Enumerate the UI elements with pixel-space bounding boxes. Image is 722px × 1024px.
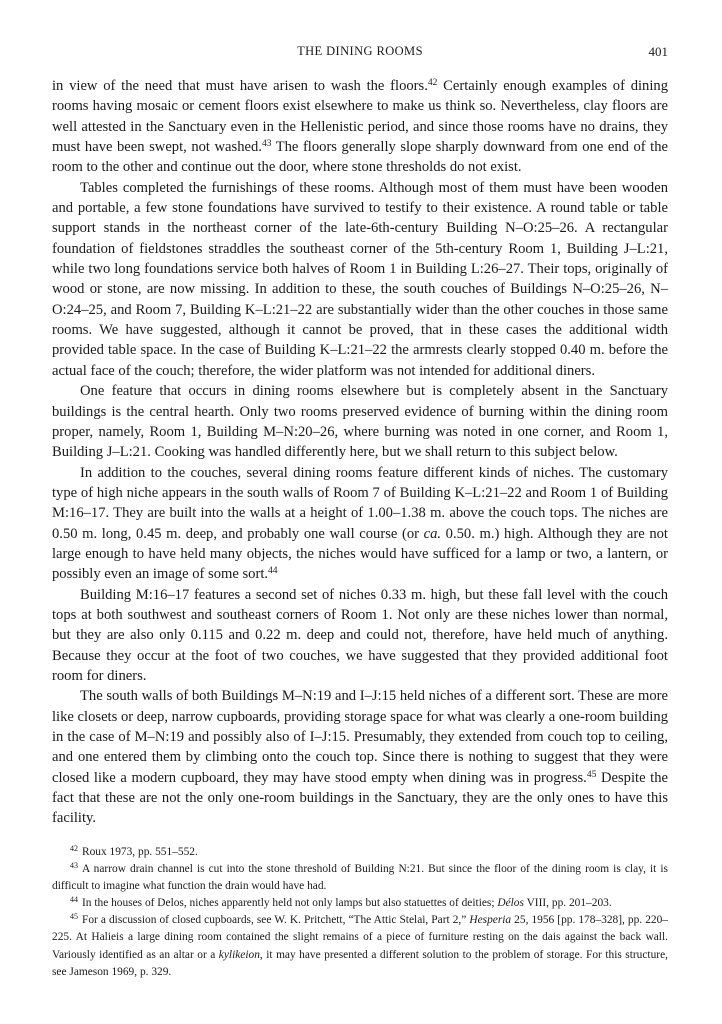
paragraph-1 (52, 76, 668, 178)
paragraph-3 (52, 381, 668, 462)
footnote-text: A narrow drain channel is cut into the stone threshold of Building N:21. But since the floor of the dining room is clay, it is difficult to imagine what function the drain would have had. (52, 863, 668, 893)
paragraph-5 (52, 585, 668, 687)
paragraph-4 (52, 463, 668, 585)
footnote-text: In the houses of Delos, niches apparently held not only lamps but also statuettes of deities; (82, 897, 498, 910)
footnote-ref-42: 42 (427, 78, 438, 88)
footnote-ref-44: 44 (268, 566, 278, 577)
footnote-44 (52, 895, 668, 912)
footnote-43 (52, 861, 668, 895)
paragraph-2 (52, 178, 668, 381)
paragraph-text: Building M:16–17 features a second set of niches 0.33 m. high, but these fall level with the couch tops at both southwest and southeast corners of Room 1. Not only are these niches lower than normal, but they are also only 0.115 and 0.22 m. deep and could not, therefore, have held much of anything. Because they occur at the foot of two couches, we have suggested that they provided additional foot room for diners. (52, 586, 668, 684)
footnote-ref-45: 45 (586, 769, 597, 780)
paragraph-6 (52, 686, 668, 828)
footnote-number: 43 (70, 861, 78, 871)
footnote-number: 45 (70, 912, 78, 922)
paragraph-text: The south walls of both Buildings M–N:19 and I–J:15 held niches of a different sort. These are more like closets or deep, narrow cupboards, providing storage space for what was clearly a one-room building in the case of M–N:19 and possibly also of I–J:15. Presumably, they extended from couch top to ceiling, and one entered them by climbing onto the couch top. Since there is nothing to suggest that they were closed like a modern cupboard, they may have stood empty when dining was in progress. (52, 688, 668, 786)
running-title: THE DINING ROOMS (297, 44, 423, 58)
paragraph-text: Tables completed the furnishings of these rooms. Although most of them must have been wooden and portable, a few stone foundations have survived to testify to their existence. A round table or table support stands in the northeast corner of the late-6th-century Building N–O:25–26. A rectangular foundation of fieldstones straddles the southeast corner of the 5th-century Room 1, Building J–L:21, while two long foundations service both halves of Room 1 in Building L:26–27. Their tops, originally of wood or stone, are now missing. In addition to these, the south couches of Buildings N–O:25–26, N–O:24–25, and Room 7, Building K–L:21–22 are substantially wider than the other couches in those same rooms. We have suggested, although it cannot be proved, that in these cases the additional width provided table space. In the case of Building K–L:21–22 the armrests clearly stopped 0.40 m. before the actual face of the couch; therefore, the wider platform was not intended for additional diners. (52, 179, 668, 379)
footnote-text: VIII, pp. 201–203. (523, 897, 612, 910)
paragraph-text: The floors generally slope sharply downward from one end of the room to the other and continue out the door, where stone thresholds do not exist. (52, 139, 668, 176)
paragraph-text: 0.50. m.) high. Although they are not large enough to have held many objects, the niches would have sufficed for a lamp or two, a lantern, or possibly even an image of some sort. (52, 525, 668, 583)
footnote-ref-43: 43 (261, 139, 272, 150)
paragraph-text: Despite the fact that these are not the only one-room buildings in the Sanctuary, they are the only ones to have this facility. (52, 769, 668, 827)
footnote-text: , it may have presented a different solution to the problem of storage. For this structure, see Jameson 1969, p. 329. (52, 948, 668, 978)
footnote-number: 44 (70, 895, 78, 905)
page-header (52, 44, 668, 62)
footnote-text: 25, 1956 [pp. 178–328], pp. 220–225. At Halieis a large dining room contained the slight remains of a piece of furniture resting on the dais against the back wall. Variously identified as an altar or a (52, 914, 668, 961)
footnote-42 (52, 844, 668, 861)
footnotes (52, 844, 668, 981)
italic-text: Hesperia (469, 914, 512, 927)
italic-text: Délos (497, 897, 524, 910)
footnote-text: For a discussion of closed cupboards, see W. K. Pritchett, “The Attic Stelai, Part 2,” (82, 914, 470, 927)
footnote-number: 42 (70, 844, 78, 853)
italic-text: kylikeion (218, 948, 260, 961)
italic-text: ca. (423, 525, 442, 542)
footnote-text: Roux 1973, pp. 551–552. (82, 846, 198, 858)
body-text (52, 76, 668, 829)
paragraph-text: In addition to the couches, several dining rooms feature different kinds of niches. The customary type of high niche appears in the south walls of Room 7 of Building K–L:21–22 and Room 1 of Building M:16–17. They are built into the walls at a height of 1.00–1.38 m. above the couch tops. The niches are 0.50 m. long, 0.45 m. deep, and probably one wall course (or (52, 464, 668, 542)
paragraph-text: Certainly enough examples of dining rooms having mosaic or cement floors exist elsewhere to make us think so. Nevertheless, clay floors are well attested in the Sanctuary even in the Hellenistic period, and since those rooms have no drains, they must have been swept, not washed. (52, 78, 668, 156)
footnote-45 (52, 912, 668, 980)
paragraph-text: One feature that occurs in dining rooms elsewhere but is completely absent in the Sanctuary buildings is the central hearth. Only two rooms preserved evidence of burning within the dining room proper, namely, Room 1, Building M–N:20–26, where burning was noted in one corner, and Room 1, Building J–L:21. Cooking was handled differently here, but we shall return to this subject below. (52, 383, 668, 461)
page-number: 401 (648, 44, 668, 59)
paragraph-text: in view of the need that must have arisen to wash the floors. (52, 78, 428, 94)
